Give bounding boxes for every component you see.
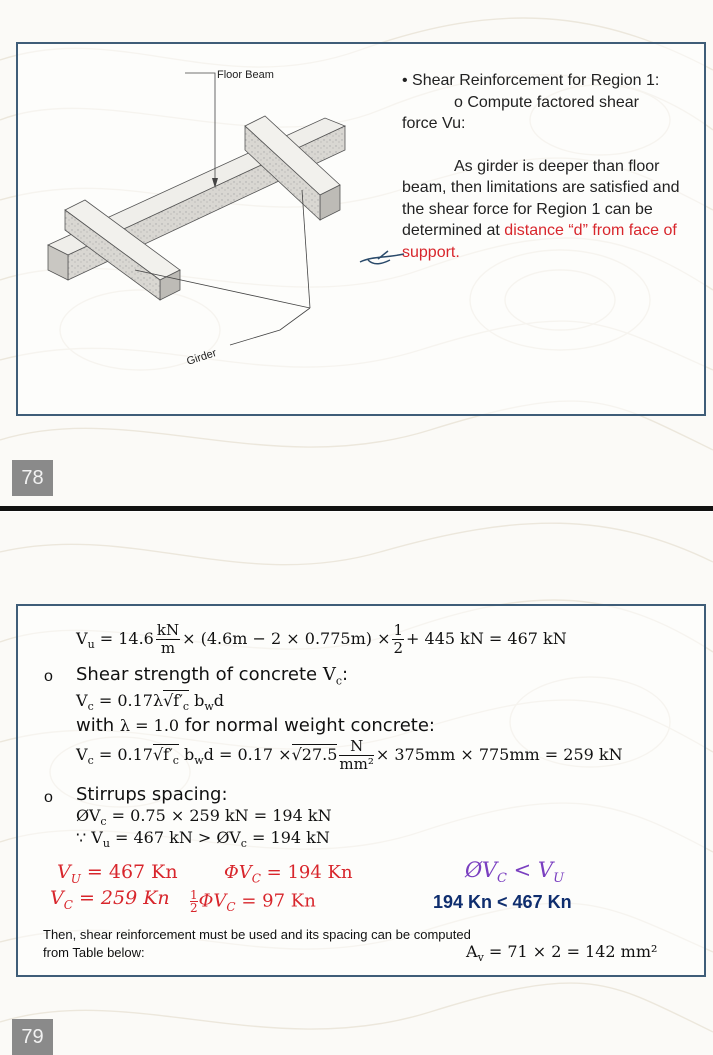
body-highlight: distance “d” from face of support.: [402, 222, 677, 261]
vu-equation: $V_u = 14.6$ $\frac{kN}{m}$ × (4.6m − 2 × 0.775m) × $\frac{1}{2}$ + 445 kN = 467 kN: [76, 621, 567, 657]
vc-formula: $V_c = 0.17\lambda√f'_c$ $b_wd$: [76, 691, 225, 714]
slide-separator: [0, 506, 713, 511]
body-paragraph: [402, 156, 692, 264]
hand-phi-vc: $\Phi V_C = 194$ Kn: [224, 862, 353, 886]
stirrups-heading: Stirrups spacing:: [76, 784, 228, 805]
hand-vc: $V_C = 259$ Kn: [50, 887, 170, 912]
slide-text-block: [402, 70, 692, 263]
because-line: ∵ $V_u = 467$ kN > $ØV_c = 194$ kN: [76, 828, 330, 851]
page-number: 79: [12, 1019, 53, 1055]
lambda-line: with λ = 1.0 for normal weight concrete:: [76, 715, 435, 736]
footer-note-line-2: from Table below:: [43, 945, 145, 960]
bullet-marker: o: [44, 789, 53, 806]
footer-note-line-1: Then, shear reinforcement must be used and its spacing can be computed: [43, 927, 471, 942]
bullet-marker: o: [44, 668, 53, 685]
sub-item-line-2: force Vu:: [402, 115, 466, 132]
branch-decoration-icon: [358, 248, 408, 270]
sub-item-line-1: o Compute factored shear: [454, 93, 639, 111]
slide-78: [0, 0, 713, 506]
comparison-numeric: 194 Kn < 467 Kn: [433, 892, 572, 912]
hand-vu: $V_U = 467$ Kn: [57, 861, 178, 886]
beam-girder-illustration: [40, 60, 370, 370]
comparison-symbolic: $ØV_C < V_U$: [465, 858, 565, 887]
floor-beam-label: Floor Beam: [217, 69, 274, 81]
hand-half-phi-vc: $\frac{1}{2}\Phi V_C = 97$ Kn: [190, 888, 316, 915]
bullet-title: • Shear Reinforcement for Region 1:: [402, 72, 660, 89]
av-equation: $A_v = 71 \times 2 = 142$ mm²: [466, 942, 658, 965]
girder-label: Girder: [185, 346, 218, 368]
page-number: 78: [12, 460, 53, 496]
vc-calculation: $V_c = 0.17√f'_c$ $b_wd = 0.17 \times√27.5$ $\frac{N}{\text{mm²}}$ × 375mm × 775mm = 259 kN: [76, 737, 623, 773]
shear-strength-heading: Shear strength of concrete $V_c$:: [76, 664, 349, 688]
body-text: As girder is deeper than floor beam, then limitations are satisfied and the shear force for Region 1 can be determined at: [402, 157, 680, 239]
phi-vc-line: $ØV_c = 0.75 \times 259$ kN = 194 kN: [76, 806, 332, 829]
